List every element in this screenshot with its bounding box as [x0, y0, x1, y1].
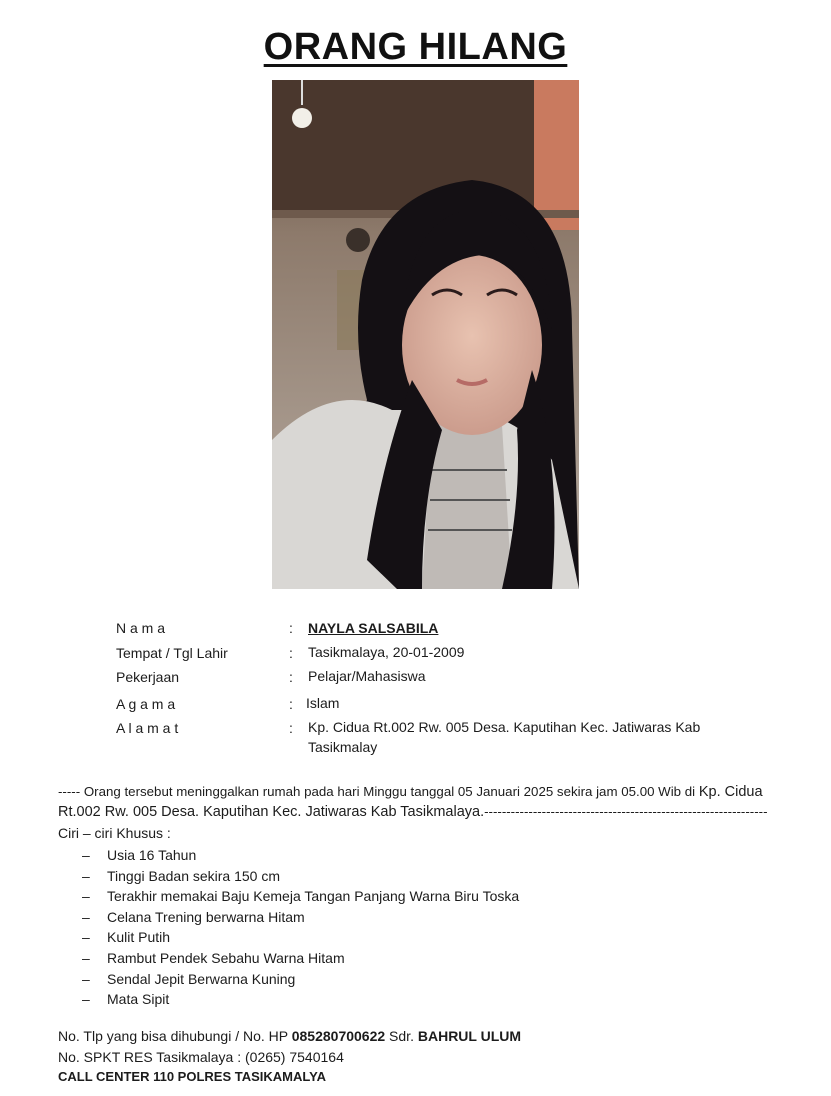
name-value: NAYLA SALSABILA — [308, 620, 439, 636]
dash-bullet: – — [82, 867, 90, 884]
birth-label: Tempat / Tgl Lahir — [116, 645, 228, 661]
feature-text: Mata Sipit — [107, 991, 170, 1008]
disappearance-narrative — [58, 782, 793, 822]
dash-bullet: – — [82, 949, 90, 966]
colon: : — [289, 620, 293, 636]
narrative-location: Kp. Cidua Rt.002 Rw. 005 Desa. Kaputihan Kec. Jatiwaras Kab Tasikmalaya. — [58, 784, 763, 820]
feature-item — [82, 845, 519, 866]
colon: : — [289, 645, 293, 661]
dash-bullet: – — [82, 908, 90, 925]
narrative-dashes: ---------------------------------------------------------------- — [484, 804, 768, 819]
religion-label: A g a m a — [116, 696, 176, 712]
feature-text: Kulit Putih — [107, 929, 171, 946]
religion-value: Islam — [306, 695, 340, 711]
feature-text: Terakhir memakai Baju Kemeja Tangan Panjang Warna Biru Toska — [107, 888, 520, 905]
contact-person-name: BAHRUL ULUM — [417, 1028, 522, 1044]
feature-item — [82, 969, 519, 990]
portrait-image — [272, 80, 579, 589]
spkt-phone-line: No. SPKT RES Tasikmalaya : (0265) 7540164 — [58, 1049, 344, 1065]
feature-text: Celana Trening berwarna Hitam — [107, 908, 305, 925]
address-value: Kp. Cidua Rt.002 Rw. 005 Desa. Kaputihan Kec. Jatiwaras Kab Tasikmalay — [308, 719, 701, 755]
dash-bullet: – — [82, 970, 90, 987]
call-center-line: CALL CENTER 110 POLRES TASIKAMALYA — [58, 1069, 326, 1084]
colon: : — [289, 669, 293, 685]
dash-bullet: – — [82, 991, 90, 1008]
dash-bullet: – — [82, 929, 90, 946]
contact-phone-line — [58, 1028, 521, 1044]
feature-text: Usia 16 Tahun — [107, 847, 197, 863]
contact-phone-number: 085280700622 — [291, 1028, 386, 1044]
feature-item — [82, 927, 519, 948]
feature-item — [82, 886, 519, 907]
feature-item — [82, 948, 519, 969]
contact-title: Sdr. — [385, 1028, 418, 1044]
missing-person-photo — [272, 80, 579, 589]
colon: : — [289, 696, 293, 712]
name-label: N a m a — [116, 620, 166, 636]
contact-phone-label: No. Tlp yang bisa dihubungi / No. HP — [58, 1028, 292, 1044]
job-value: Pelajar/Mahasiswa — [308, 668, 426, 684]
feature-text: Rambut Pendek Sebahu Warna Hitam — [107, 949, 345, 966]
job-label: Pekerjaan — [116, 669, 180, 685]
poster-title: ORANG HILANG — [263, 26, 568, 68]
feature-item — [82, 907, 519, 928]
dash-bullet: – — [82, 847, 90, 863]
feature-item — [82, 866, 519, 887]
features-list — [82, 845, 519, 1010]
dash-bullet: – — [82, 888, 90, 905]
feature-item — [82, 989, 519, 1010]
features-heading: Ciri – ciri Khusus : — [58, 825, 171, 841]
narrative-text: ----- Orang tersebut meninggalkan rumah pada hari Minggu tanggal 05 Januari 2025 sekira jam 05.00 Wib di — [58, 784, 699, 799]
feature-text: Sendal Jepit Berwarna Kuning — [107, 970, 296, 987]
feature-text: Tinggi Badan sekira 150 cm — [107, 867, 281, 884]
colon: : — [289, 720, 293, 736]
birth-value: Tasikmalaya, 20-01-2009 — [308, 644, 465, 660]
address-label: A l a m a t — [116, 720, 179, 736]
